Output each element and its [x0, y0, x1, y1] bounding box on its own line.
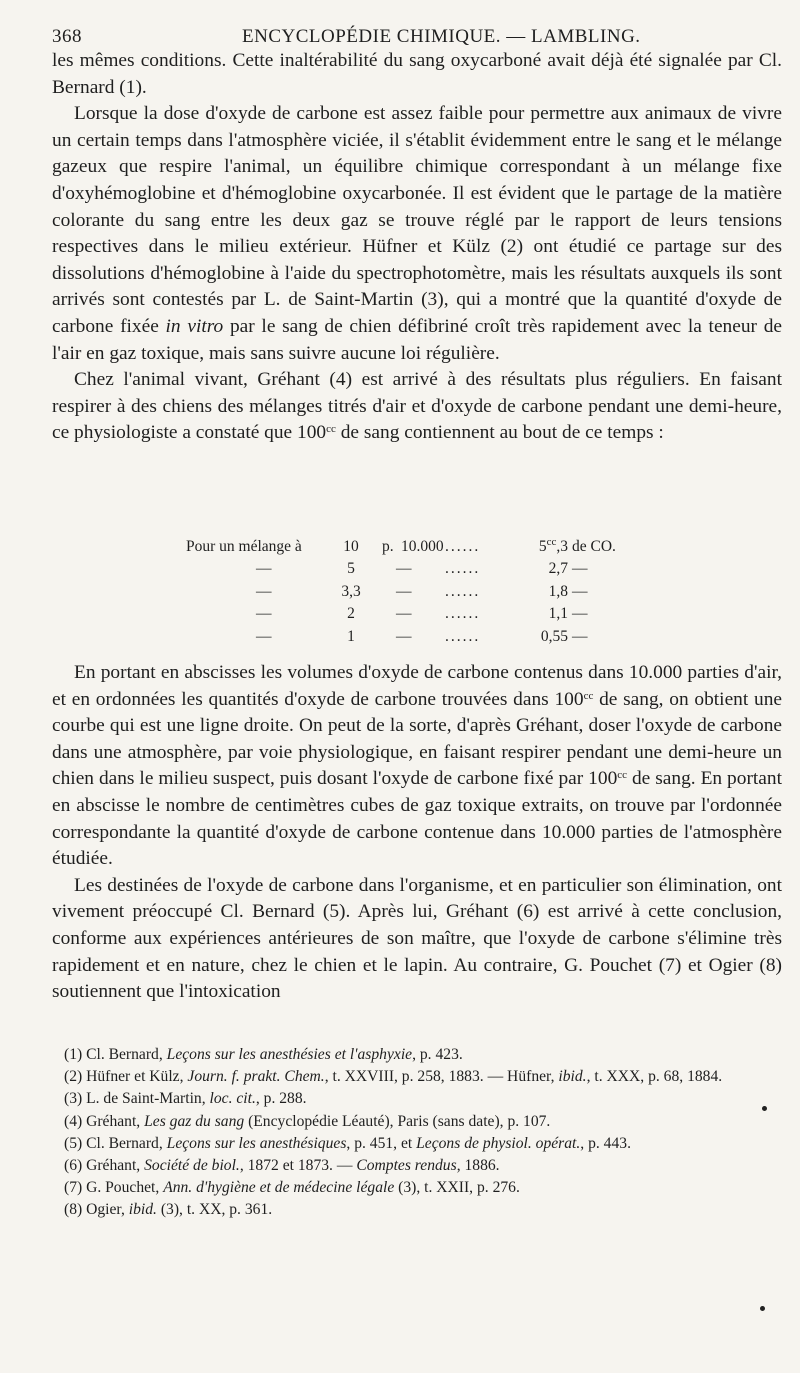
- footnotes: [52, 1044, 782, 1222]
- table-parts: 1: [347, 627, 355, 645]
- table-value: 0,55: [540, 627, 568, 645]
- footnote: (6) Gréhant, Société de biol., 1872 et 1873. — Comptes rendus, 1886.: [64, 1157, 500, 1175]
- paragraph-3-end: de sang contiennent au bout de ce temps :: [340, 422, 664, 444]
- table-parts: 10: [343, 538, 359, 555]
- table-ditto: —: [256, 627, 272, 645]
- table-row: [186, 581, 666, 603]
- table-ditto: —: [396, 560, 412, 578]
- table-unit: de CO.: [572, 538, 616, 555]
- footnote: (3) L. de Saint-Martin, loc. cit., p. 288.: [64, 1090, 307, 1108]
- page-number: 368: [52, 26, 82, 47]
- ink-speck: [760, 1306, 765, 1311]
- table-row: [186, 626, 666, 648]
- table-ditto: —: [256, 582, 272, 600]
- footnote: (2) Hüfner et Külz, Journ. f. prakt. Chem., t. XXVIII, p. 258, 1883. — Hüfner, ibid., t. XXX, p. 68, 1884.: [64, 1068, 723, 1086]
- data-table: [186, 536, 666, 648]
- table-row: [186, 536, 666, 558]
- table-unit: —: [572, 560, 588, 578]
- paragraph-3-text: Chez l'animal vivant, Gréhant (4) est arrivé à des résultats plus réguliers. En faisant respirer à des chiens des mélanges titrés d'air et d'oxyde de carbone pendant une demi-heure, ce physiologiste a constaté que 100: [52, 369, 782, 444]
- footnote: (4) Gréhant, Les gaz du sang (Encyclopédie Léauté), Paris (sans date), p. 107.: [64, 1112, 551, 1130]
- paragraph-4-a: En portant en abscisses les volumes d'oxyde de carbone contenus dans 10.000 parties d'air, et en ordonnées les quantités d'oxyde de carbone trouvées dans 100: [52, 662, 782, 710]
- main-text: [52, 48, 782, 447]
- table-dots: ......: [445, 582, 481, 600]
- table-parts: 5: [347, 560, 355, 578]
- paragraph-2-text: Lorsque la dose d'oxyde de carbone est assez faible pour permettre aux animaux de vivre un certain temps dans l'atmosphère viciée, il s'établit évidemment entre le sang et le mélange gazeux que respire l'animal, un équilibre chimique correspondant à un mélange fixe d'oxyhémoglobine et d'hémoglobine oxycarbonée. Il est évident que le partage de la matière colorante du sang entre les deux gaz se trouve réglé par le rapport de leurs tensions respectives dans le milieu extérieur. Hüfner et Külz (2) ont étudié ce partage sur des dissolutions d'hémoglobine à l'aide du spectrophotomètre, mais les résultats auxquels ils sont arrivés sont contestés par L. de Saint-Martin (3), qui a montré que la quantité d'oxyde de carbone fixée: [52, 103, 782, 337]
- table-dots: ......: [445, 605, 481, 623]
- table-parts: 3,3: [341, 582, 361, 600]
- paragraph-2: [52, 101, 782, 367]
- table-dots: ......: [445, 627, 481, 645]
- table-value: $5^{cc},3$: [538, 536, 568, 555]
- table-unit: —: [572, 627, 588, 645]
- table-ditto: —: [256, 605, 272, 623]
- table-denominator: 10.000: [401, 538, 444, 555]
- page-header: [52, 14, 782, 50]
- table-dots: ......: [445, 538, 481, 555]
- main-text-continued: [52, 660, 782, 1006]
- paragraph-4-c: de sang. En portant en abscisse le nombre de centimètres cubes de gaz toxique extraits, on trouve par l'ordonnée correspondante la quantité d'oxyde de carbone contenue dans 10.000 parties de l'atmosphère étudiée.: [52, 768, 782, 870]
- cc-superscript: cc: [583, 689, 594, 702]
- paragraph-4: [52, 660, 782, 873]
- paragraph-3: [52, 367, 782, 447]
- table-ditto: —: [396, 627, 412, 645]
- in-vitro-italic: in vitro: [165, 315, 224, 337]
- table-unit: —: [572, 582, 588, 600]
- footnote: (5) Cl. Bernard, Leçons sur les anesthésiques, p. 451, et Leçons de physiol. opérat., p. 443.: [64, 1134, 631, 1152]
- table-row: [186, 603, 666, 625]
- table-unit: —: [572, 605, 588, 623]
- table-parts: 2: [347, 605, 355, 623]
- table-value: 1,1: [548, 605, 568, 623]
- paragraph-5: Les destinées de l'oxyde de carbone dans l'organisme, et en particulier son élimination, ont vivement préoccupé Cl. Bernard (5). Après lui, Gréhant (6) est arrivé à cette conclusion, conforme aux expériences antérieures de son maître, que l'oxyde de carbone s'élimine très rapidement et en nature, chez le chien et le lapin. Au contraire, G. Pouchet (7) et Ogier (8) soutiennent que l'intoxication: [52, 874, 782, 1003]
- footnote: (7) G. Pouchet, Ann. d'hygiène et de médecine légale (3), t. XXII, p. 276.: [64, 1179, 520, 1197]
- footnote: (8) Ogier, ibid. (3), t. XX, p. 361.: [64, 1201, 273, 1219]
- paragraph-4-b: de sang, on obtient une courbe qui est une ligne droite. On peut de la sorte, d'après Gréhant, doser l'oxyde de carbone dans une atmosphère, par voie physiologique, en faisant respirer pendant une demi-heure un chien dans le milieu suspect, puis dosant l'oxyde de carbone fixé par 100: [52, 688, 782, 790]
- footnote: (1) Cl. Bernard, Leçons sur les anesthésies et l'asphyxie, p. 423.: [64, 1046, 463, 1063]
- cc-superscript: cc: [617, 769, 628, 782]
- table-ditto: —: [396, 605, 412, 623]
- table-lead: Pour un mélange à: [186, 538, 302, 555]
- table-per: p.: [382, 538, 394, 555]
- table-value: 2,7: [548, 560, 568, 578]
- table-row: [186, 558, 666, 580]
- ink-speck: [762, 1106, 767, 1111]
- paragraph-1: les mêmes conditions. Cette inaltérabilité du sang oxycarboné avait déjà été signalée par Cl. Bernard (1).: [52, 50, 782, 98]
- table-dots: ......: [445, 560, 481, 578]
- paragraph-2-end: par le sang de chien défibriné croît très rapidement avec la teneur de l'air en gaz toxique, mais sans suivre aucune loi régulière.: [52, 315, 783, 364]
- table-ditto: —: [396, 582, 412, 600]
- table-value: 1,8: [548, 582, 568, 600]
- table-ditto: —: [256, 560, 272, 578]
- cc-superscript: cc: [326, 423, 336, 436]
- running-title: ENCYCLOPÉDIE CHIMIQUE. — LAMBLING.: [242, 26, 641, 47]
